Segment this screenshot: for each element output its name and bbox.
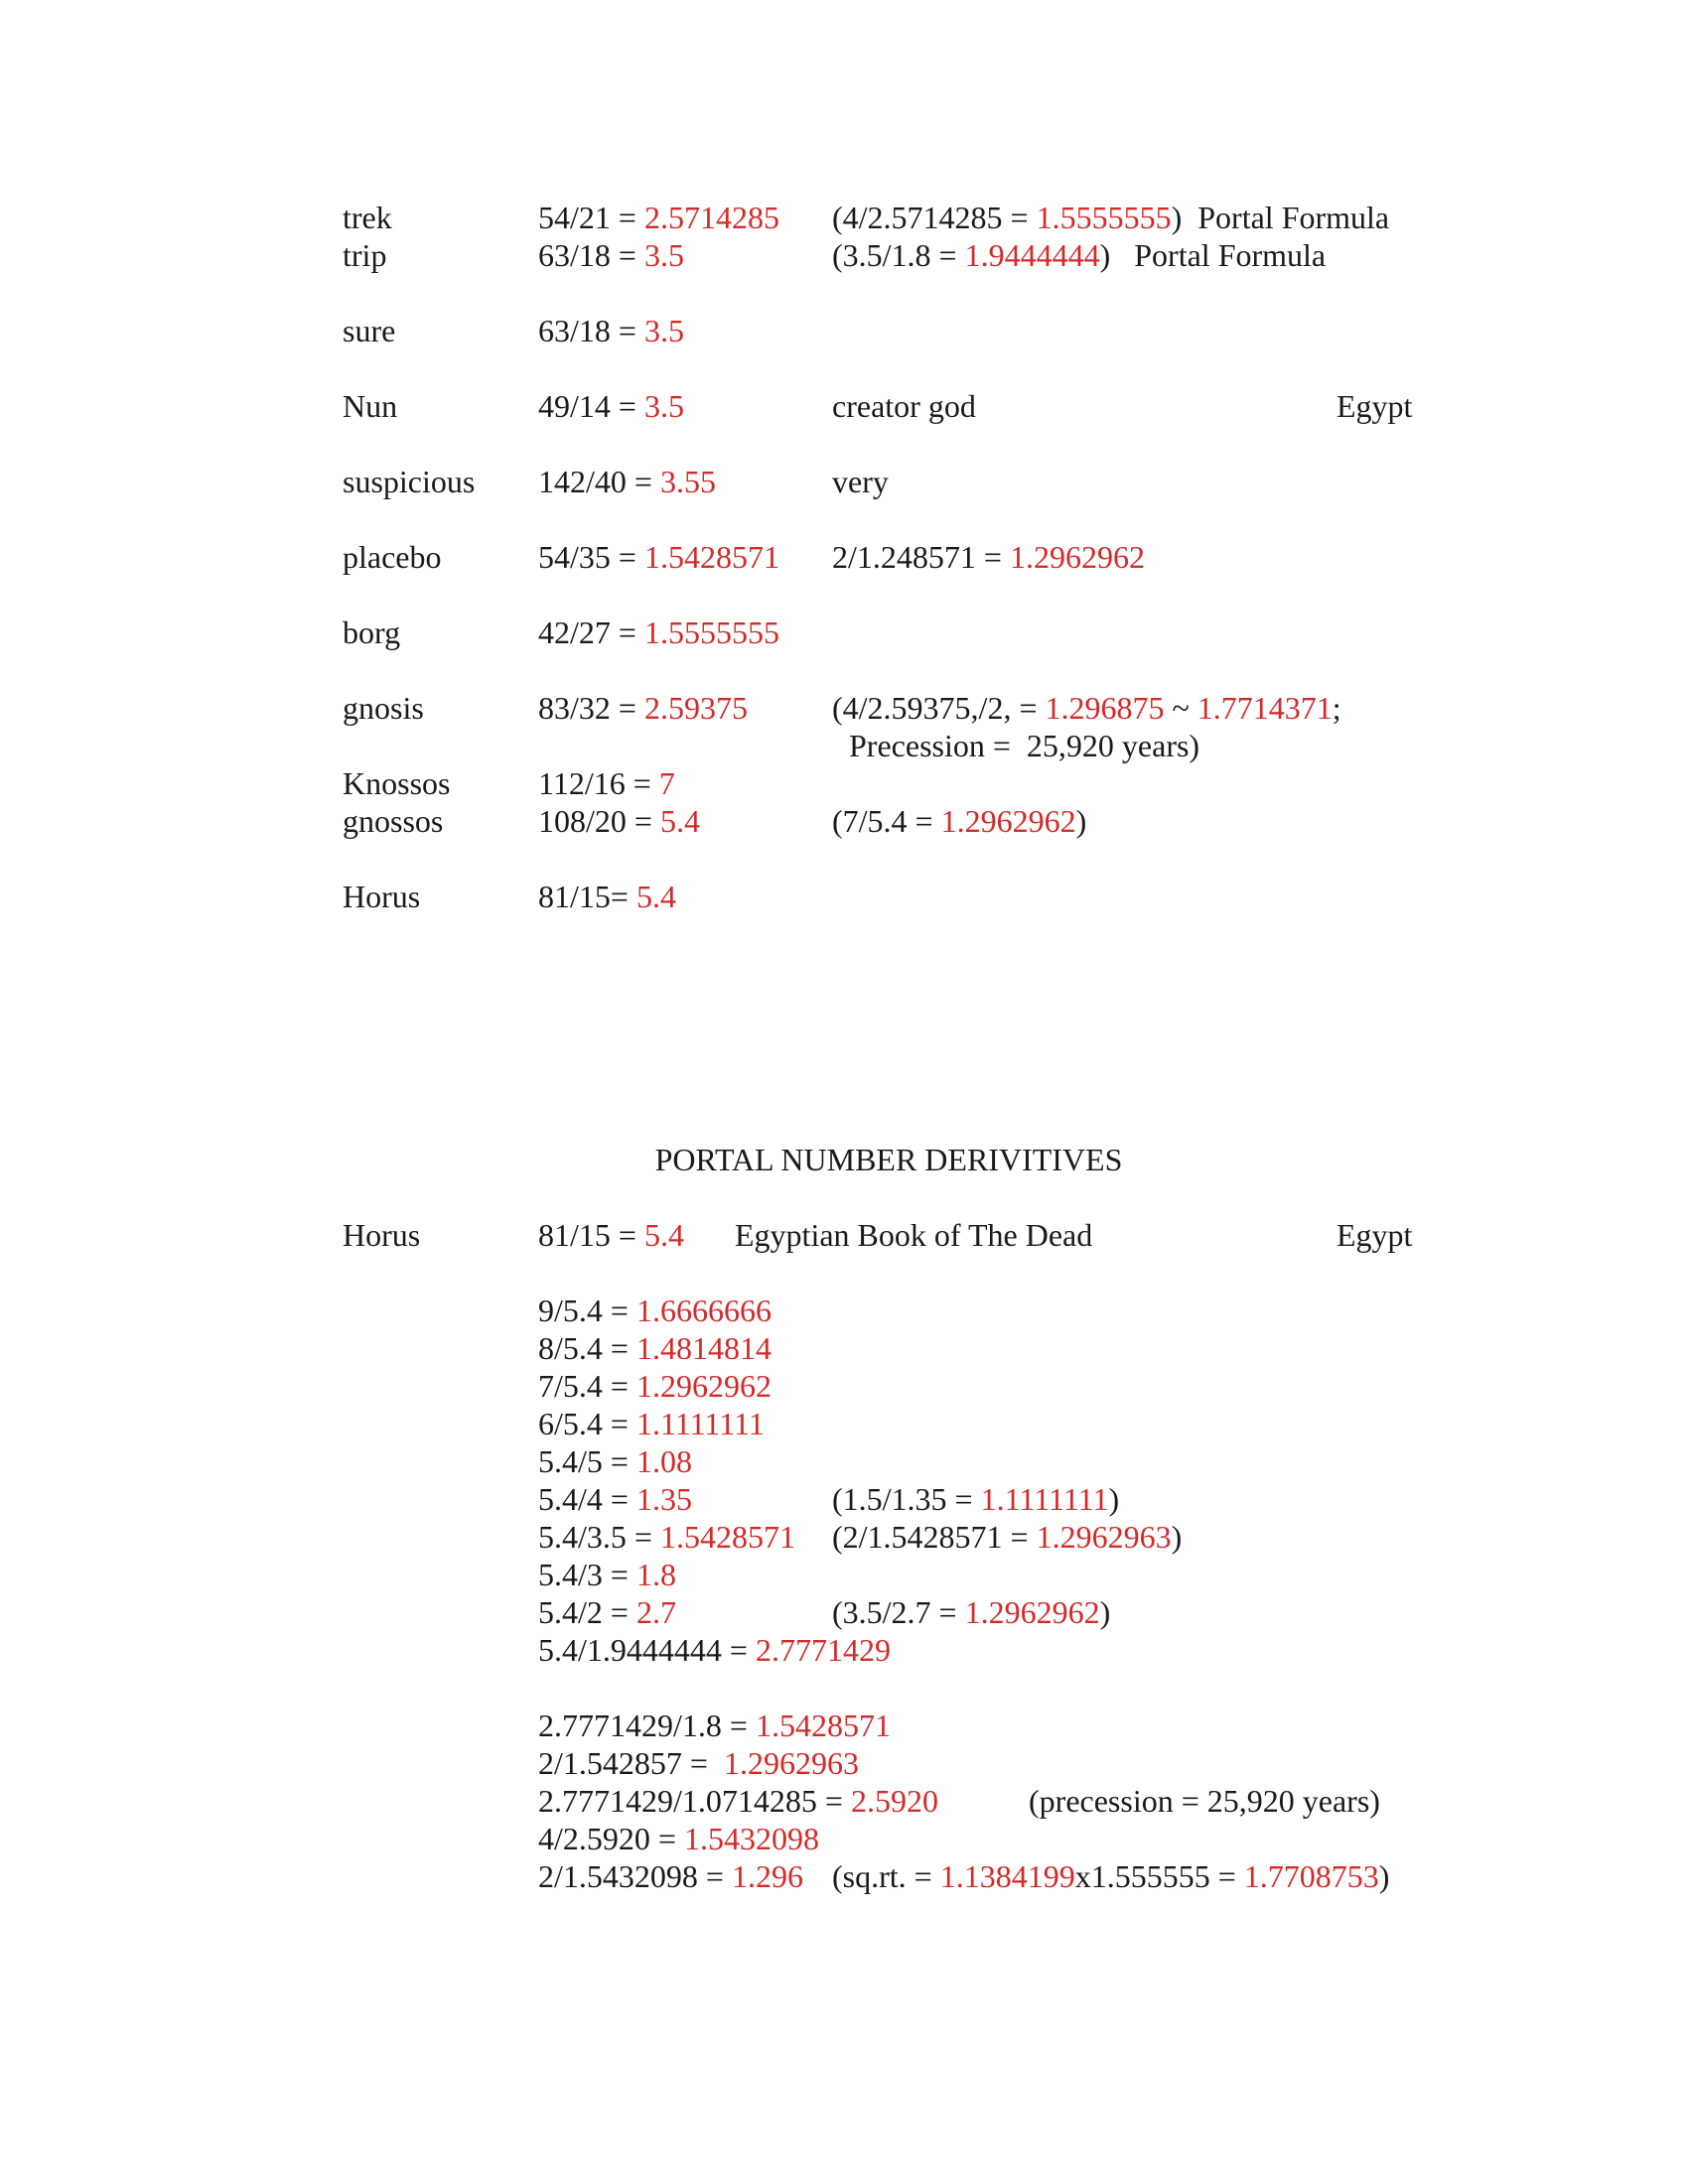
word-borg: borg [343,614,401,650]
deriv-value: 1.2962962 [635,1368,772,1404]
ratio-expr: 42/27 = [538,614,644,650]
calc-expr: (2/1.5428571 = [832,1519,1037,1555]
deriv-expr: 6/5.4 = [538,1406,636,1441]
ratio-horus [538,878,676,915]
deriv-line [538,1706,891,1744]
deriv-value: 1.4814814 [635,1330,772,1366]
deriv-expr: 5.4/4 = [538,1481,636,1517]
calc-tail: ) [1378,1858,1390,1894]
deriv-line [538,1556,676,1593]
calc-value: 1.2962962 [940,803,1076,839]
ratio-expr: 63/18 = [538,237,644,273]
deriv-line [538,1405,765,1442]
ratio-value: 3.5 [643,388,684,424]
ratio-placebo [538,538,779,576]
word-placebo: placebo [343,539,442,575]
note-horus-2: Egyptian Book of The Dead [735,1217,1093,1253]
ratio-value: 3.5 [643,237,684,273]
deriv-calc [832,1593,1110,1631]
ratio-expr: 49/14 = [538,388,644,424]
calc-placebo [832,538,1145,576]
calc-value: 1.5555555 [1036,200,1172,235]
deriv-expr: 7/5.4 = [538,1368,636,1404]
deriv-line [538,1518,795,1556]
deriv-line [538,1367,772,1405]
word-horus: Horus [343,879,421,914]
deriv-expr: 5.4/1.9444444 = [538,1632,756,1668]
deriv-value: 2.7771429 [755,1632,891,1668]
deriv-expr: 5.4/5 = [538,1443,636,1479]
calc-tail: ; [1332,690,1341,726]
deriv-expr: 2.7771429/1.8 = [538,1707,756,1743]
ratio-value: 3.5 [643,313,684,348]
word-trip: trip [343,237,387,273]
deriv-value: 1.5428571 [659,1519,795,1555]
calc-trek [832,199,1389,236]
calc-tail: ) Portal Formula [1099,237,1327,273]
note-suspicious: very [832,464,889,499]
calc-value: 1.2962962 [1009,539,1145,575]
calc-value: 1.1384199 [939,1858,1075,1894]
calc-expr: (4/2.59375,/2, = [832,690,1046,726]
ratio-trek [538,199,779,236]
calc-expr: 2/1.248571 = [832,539,1010,575]
ratio-gnosis [538,689,748,727]
deriv-line [538,1744,859,1782]
deriv-expr: 2.7771429/1.0714285 = [538,1783,851,1819]
ratio-value: 7 [658,765,675,801]
calc-expr: (3.5/1.8 = [832,237,965,273]
ratio-value: 2.5714285 [643,200,779,235]
deriv-expr: 2/1.542857 = [538,1745,724,1781]
ratio-expr: 112/16 = [538,765,659,801]
calc-expr: (3.5/2.7 = [832,1594,965,1630]
calc-mid: x1.555555 = [1074,1858,1244,1894]
deriv-line [538,1782,938,1820]
deriv-value: 1.5432098 [683,1821,819,1856]
deriv-value: 1.08 [635,1443,692,1479]
ratio-suspicious [538,463,716,500]
calc-value: 1.1111111 [980,1481,1109,1517]
deriv-value: 1.8 [635,1557,676,1592]
deriv-line [538,1329,772,1367]
ratio-trip [538,236,684,274]
calc-expr: (4/2.5714285 = [832,200,1037,235]
ratio-value: 1.5428571 [643,539,779,575]
calc-tail: ) [1171,1519,1183,1555]
ratio-knossos [538,764,675,802]
calc-expr: (7/5.4 = [832,803,941,839]
deriv-value: 2.5920 [850,1783,938,1819]
word-suspicious: suspicious [343,464,476,499]
deriv-line [538,1442,692,1480]
ratio-sure [538,312,684,349]
ratio-value: 1.5555555 [643,614,779,650]
ratio-value: 3.55 [659,464,716,499]
calc-gnosis [832,689,1341,727]
ratio-expr: 81/15= [538,879,636,914]
ratio-value: 2.59375 [643,690,748,726]
section-title: PORTAL NUMBER DERIVITIVES [654,1142,1123,1177]
deriv-value: 1.1111111 [635,1406,765,1441]
ratio-expr: 54/35 = [538,539,644,575]
deriv-calc [832,1480,1119,1518]
deriv-value: 1.2962963 [723,1745,859,1781]
calc-tail: ) [1099,1594,1111,1630]
calc-expr: (sq.rt. = [832,1858,940,1894]
deriv-calc [832,1518,1182,1556]
deriv-value: 2.7 [635,1594,676,1630]
ratio-expr: 63/18 = [538,313,644,348]
deriv-line [538,1857,803,1895]
word-trek: trek [343,200,392,235]
calc-trip [832,236,1326,274]
deriv-expr: 5.4/2 = [538,1594,636,1630]
word-nun: Nun [343,388,398,424]
calc-gnossos [832,802,1086,840]
calc-value: 1.296875 [1045,690,1165,726]
ratio-borg [538,614,779,651]
deriv-line [538,1292,772,1329]
ratio-expr: 142/40 = [538,464,660,499]
ratio-horus-2 [538,1216,684,1254]
word-knossos: Knossos [343,765,451,801]
precession-note: Precession = 25,920 years) [849,728,1200,763]
ratio-gnossos [538,802,700,840]
deriv-line [538,1480,692,1518]
ratio-value: 5.4 [635,879,676,914]
calc-expr: (1.5/1.35 = [832,1481,981,1517]
deriv-value: 1.6666666 [635,1293,772,1328]
ratio-value: 5.4 [659,803,700,839]
deriv-value: 1.296 [731,1858,803,1894]
calc-value: 1.2962963 [1036,1519,1172,1555]
deriv-line [538,1593,676,1631]
word-horus-2: Horus [343,1217,421,1253]
deriv-expr: 9/5.4 = [538,1293,636,1328]
deriv-value: 1.5428571 [755,1707,891,1743]
word-gnosis: gnosis [343,690,424,726]
word-gnossos: gnossos [343,803,444,839]
deriv-expr: 2/1.5432098 = [538,1858,732,1894]
deriv-expr: 8/5.4 = [538,1330,636,1366]
note-nun: creator god [832,388,976,424]
calc-value: 1.2962962 [964,1594,1100,1630]
ratio-expr: 81/15 = [538,1217,644,1253]
calc-mid: ~ [1164,690,1197,726]
ratio-nun [538,387,684,425]
calc-tail: ) Portal Formula [1171,200,1390,235]
ratio-expr: 54/21 = [538,200,644,235]
deriv-line [538,1631,891,1669]
ratio-value: 5.4 [643,1217,684,1253]
calc-value-2: 1.7708753 [1243,1858,1379,1894]
precession-note-2: (precession = 25,920 years) [1029,1783,1380,1819]
deriv-line [538,1820,819,1857]
calc-tail: ) [1075,803,1087,839]
deriv-expr: 5.4/3.5 = [538,1519,660,1555]
region-nun: Egypt [1336,388,1413,424]
deriv-expr: 4/2.5920 = [538,1821,684,1856]
ratio-expr: 83/32 = [538,690,644,726]
deriv-calc [832,1857,1389,1895]
calc-value: 1.9444444 [964,237,1100,273]
deriv-expr: 5.4/3 = [538,1557,636,1592]
region-horus-2: Egypt [1336,1217,1413,1253]
ratio-expr: 108/20 = [538,803,660,839]
deriv-value: 1.35 [635,1481,692,1517]
calc-value-2: 1.7714371 [1196,690,1333,726]
word-sure: sure [343,313,396,348]
calc-tail: ) [1108,1481,1120,1517]
